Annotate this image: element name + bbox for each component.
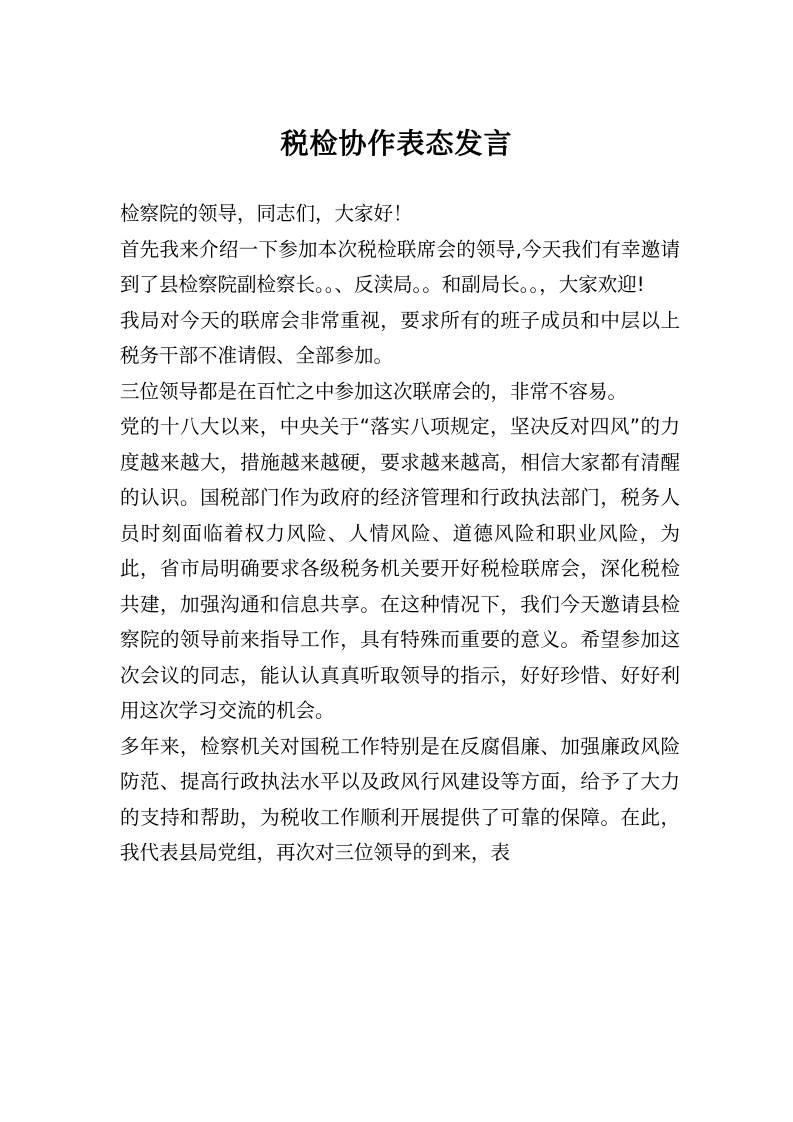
paragraph-greeting: 检察院的领导，同志们，大家好！: [120, 202, 413, 225]
paragraph-attendance: 我局对今天的联席会非常重视，要求所有的班子成员和中层以上税务干部不准请假、全部参加。: [120, 308, 680, 367]
paragraph-background: 党的十八大以来，中央关于“落实八项规定，坚决反对四风”的力度越来越大，措施越来越硬，要求越来越高，相信大家都有清醒的认识。国税部门作为政府的经济管理和行政执法部门，税务人员时刻面临着权力风险、人情风险、道德风险和职业风险，为此，省市局明确要求各级税务机关要开好税检联席会，深化税检共建，加强沟通和信息共享。在这种情况下，我们今天邀请县检察院的领导前来指导工作，具有特殊而重要的意义。希望参加这次会议的同志，能认认真真听取领导的指示，好好珍惜、好好利用这次学习交流的机会。: [120, 415, 680, 722]
paragraph-thanks: 三位领导都是在百忙之中参加这次联席会的，非常不容易。: [120, 379, 628, 403]
paragraph-support: 多年来，检察机关对国税工作特别是在反腐倡廉、加强廉政风险防范、提高行政执法水平以及政风行风建设等方面，给予了大力的支持和帮助，为税收工作顺利开展提供了可靠的保障。在此，我代表县局党组，再次对三位领导的到来，表: [120, 734, 680, 864]
document-title: 税检协作表态发言: [280, 127, 513, 160]
paragraph-introduction: 首先我来介绍一下参加本次税检联席会的领导,今天我们有幸邀请到了县检察院副检察长。。、反渎局。。和副局长。。，大家欢迎!: [120, 237, 680, 296]
document-body: [120, 196, 680, 871]
